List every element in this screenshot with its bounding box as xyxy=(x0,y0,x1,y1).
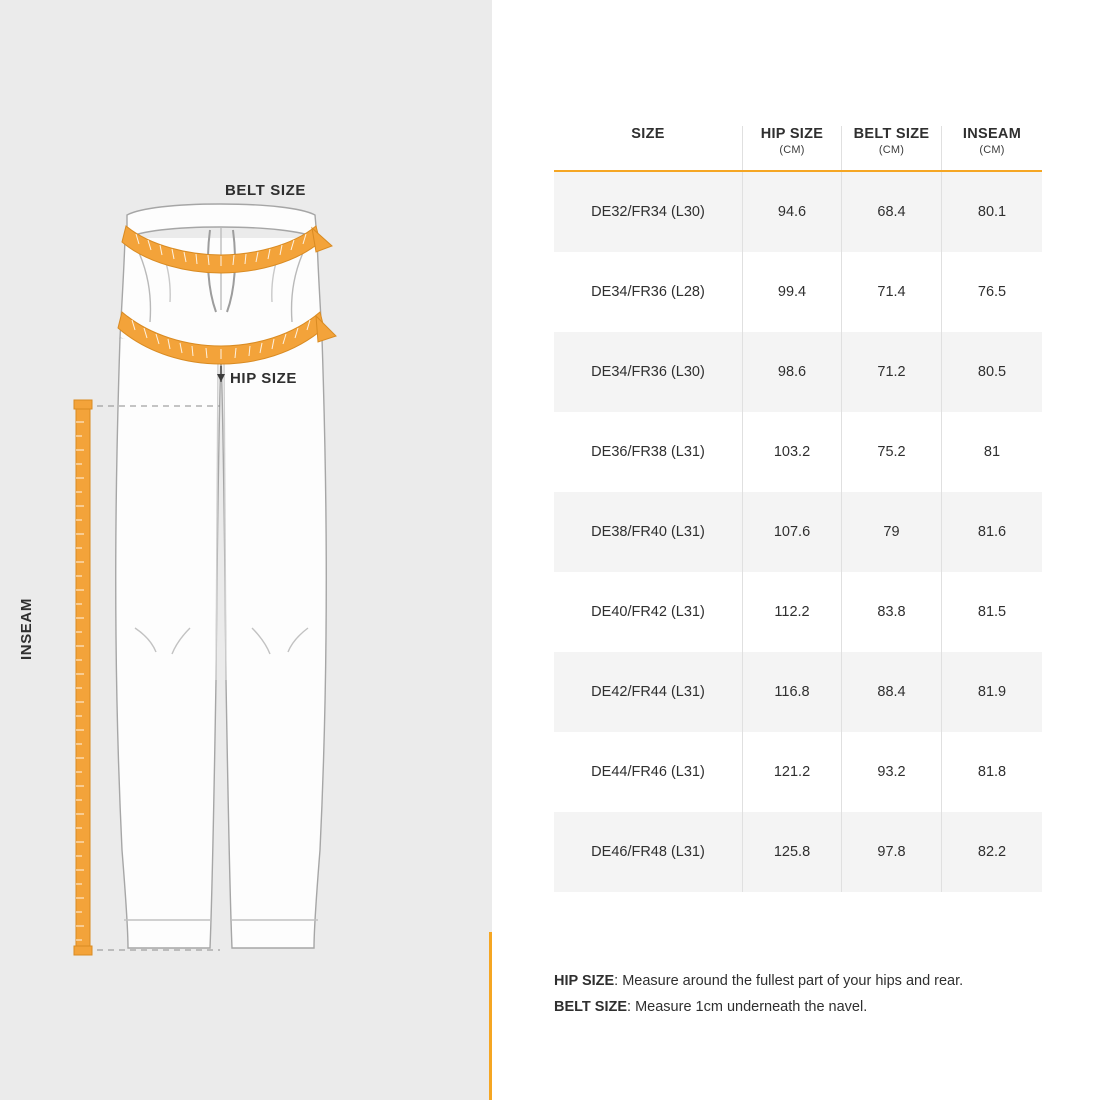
table-row xyxy=(554,252,1042,332)
cell-hip: 99.4 xyxy=(743,252,842,332)
cell-belt: 75.2 xyxy=(842,412,942,492)
cell-size: DE38/FR40 (L31) xyxy=(591,524,705,540)
cell-inseam: 80.1 xyxy=(942,171,1043,252)
cell-belt: 68.4 xyxy=(842,171,942,252)
illustration-panel xyxy=(0,0,492,1100)
cell-belt: 93.2 xyxy=(842,732,942,812)
inseam-label: INSEAM xyxy=(18,598,35,660)
cell-belt: 88.4 xyxy=(842,652,942,732)
cell-belt: 83.8 xyxy=(842,572,942,652)
trousers-diagram-svg xyxy=(40,160,460,990)
table-row xyxy=(554,572,1042,652)
measurement-notes xyxy=(554,968,1074,1020)
column-header-inseam-unit: (CM) xyxy=(979,144,1005,156)
column-header-belt-label: BELT SIZE xyxy=(853,126,930,142)
column-header-hip xyxy=(743,126,842,171)
cell-size: DE40/FR42 (L31) xyxy=(591,604,705,620)
cell-size: DE32/FR34 (L30) xyxy=(591,204,705,220)
cell-hip: 112.2 xyxy=(743,572,842,652)
trousers-illustration xyxy=(18,160,460,990)
cell-hip: 121.2 xyxy=(743,732,842,812)
note-hip xyxy=(554,968,1074,994)
cell-hip: 94.6 xyxy=(743,171,842,252)
cell-inseam: 82.2 xyxy=(942,812,1043,892)
hip-size-label: HIP SIZE xyxy=(230,370,298,387)
cell-hip: 103.2 xyxy=(743,412,842,492)
cell-size: DE42/FR44 (L31) xyxy=(591,684,705,700)
table-row xyxy=(554,412,1042,492)
note-hip-term: HIP SIZE xyxy=(554,973,615,989)
cell-inseam: 81.9 xyxy=(942,652,1043,732)
cell-belt: 79 xyxy=(842,492,942,572)
cell-inseam: 81.8 xyxy=(942,732,1043,812)
table-row xyxy=(554,171,1042,252)
cell-inseam: 76.5 xyxy=(942,252,1043,332)
note-belt-text: : Measure 1cm underneath the navel. xyxy=(627,999,868,1015)
table-row xyxy=(554,652,1042,732)
belt-size-label: BELT SIZE xyxy=(225,182,306,199)
column-header-hip-label: HIP SIZE xyxy=(760,126,824,142)
table-row xyxy=(554,812,1042,892)
table-row xyxy=(554,332,1042,412)
column-header-inseam-label: INSEAM xyxy=(962,126,1022,142)
cell-hip: 98.6 xyxy=(743,332,842,412)
note-belt-term: BELT SIZE xyxy=(554,999,628,1015)
column-header-belt-unit: (CM) xyxy=(878,144,905,156)
table-body xyxy=(554,171,1042,892)
cell-belt: 97.8 xyxy=(842,812,942,892)
cell-inseam: 81.6 xyxy=(942,492,1043,572)
column-header-belt xyxy=(842,126,942,171)
cell-belt: 71.2 xyxy=(842,332,942,412)
cell-inseam: 81 xyxy=(942,412,1043,492)
cell-belt: 71.4 xyxy=(842,252,942,332)
column-header-size-label: SIZE xyxy=(631,126,665,142)
cell-hip: 107.6 xyxy=(743,492,842,572)
table-header xyxy=(554,126,1042,171)
note-belt xyxy=(554,994,1074,1020)
table-row xyxy=(554,492,1042,572)
cell-size: DE34/FR36 (L30) xyxy=(591,364,705,380)
cell-hip: 125.8 xyxy=(743,812,842,892)
cell-size: DE44/FR46 (L31) xyxy=(591,764,705,780)
cell-hip: 116.8 xyxy=(743,652,842,732)
cell-inseam: 80.5 xyxy=(942,332,1043,412)
column-header-hip-unit: (CM) xyxy=(779,144,805,156)
cell-inseam: 81.5 xyxy=(942,572,1043,652)
column-header-inseam xyxy=(942,126,1043,171)
cell-size: DE36/FR38 (L31) xyxy=(591,444,705,460)
size-table xyxy=(554,126,1042,892)
table-row xyxy=(554,732,1042,812)
column-header-size xyxy=(554,126,743,171)
note-hip-text: : Measure around the fullest part of your hips and rear. xyxy=(614,973,964,989)
cell-size: DE34/FR36 (L28) xyxy=(591,284,705,300)
cell-size: DE46/FR48 (L31) xyxy=(591,844,705,860)
content-panel xyxy=(492,0,1100,1100)
table-header-row xyxy=(554,126,1042,171)
